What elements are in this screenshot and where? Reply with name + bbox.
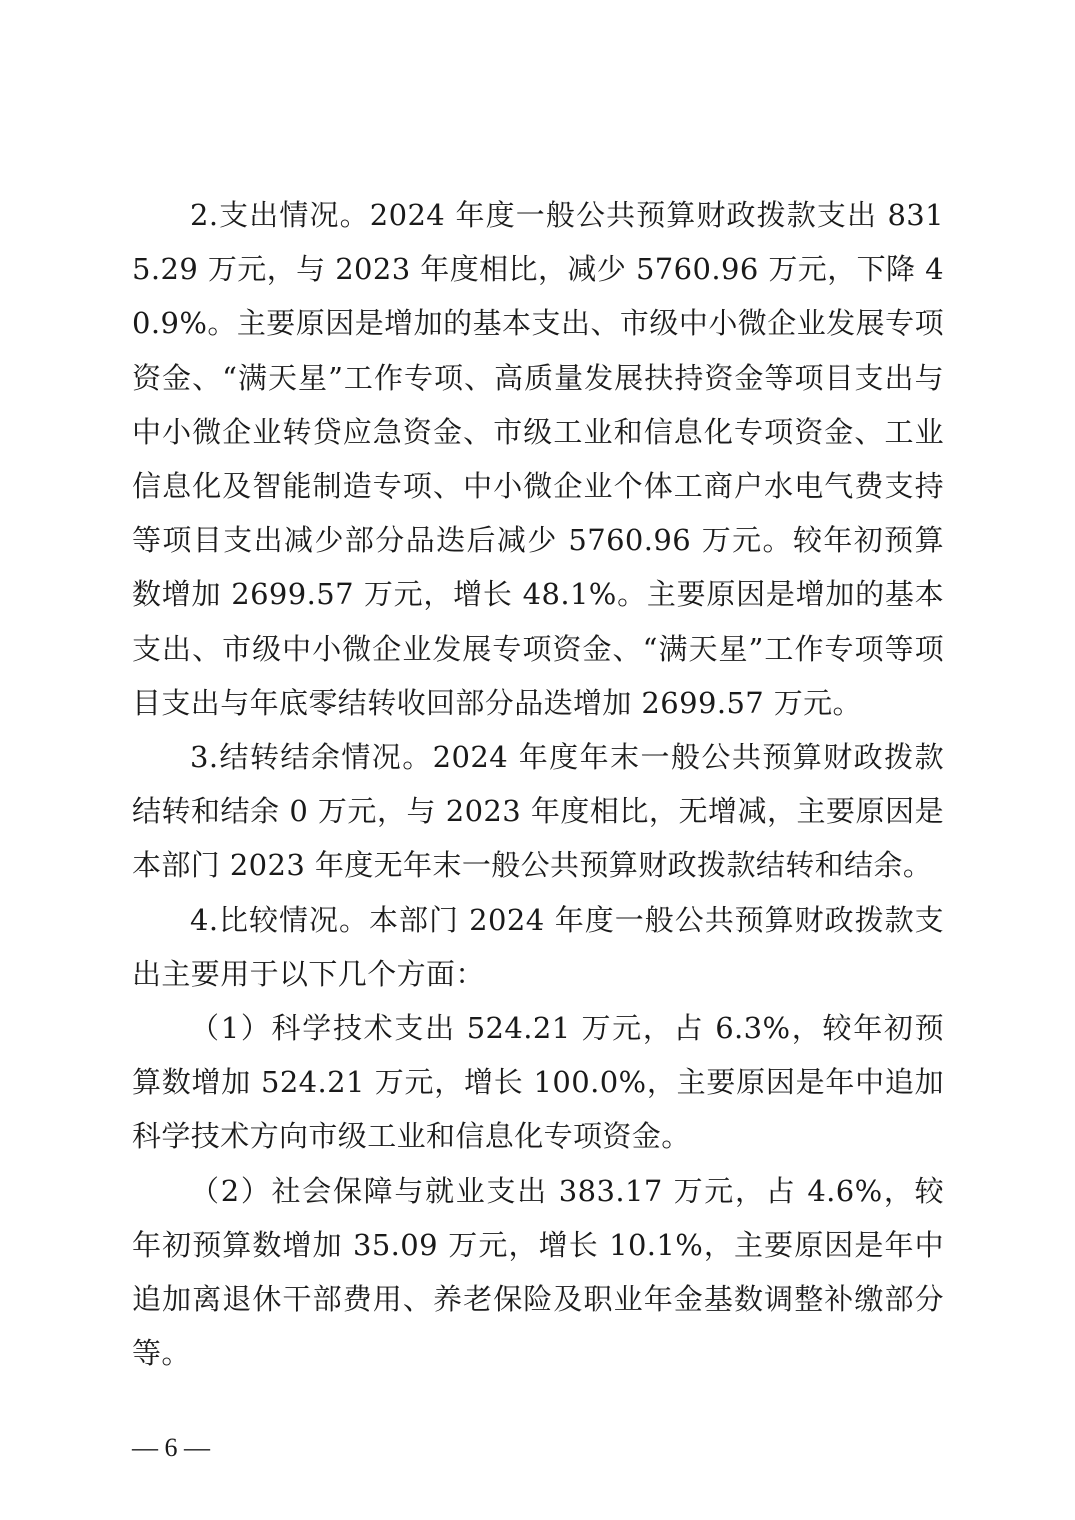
page-number: — 6 — xyxy=(132,1433,210,1462)
paragraph-comparison: 4.比较情况。本部门 2024 年度一般公共预算财政拨款支出主要用于以下几个方面： xyxy=(132,902,944,991)
paragraph-expenditure: 2.支出情况。2024 年度一般公共预算财政拨款支出 8315.29 万元，与 2023 年度相比，减少 5760.96 万元，下降 40.9%。主要原因是增加的基本支出、市级中小微企业发展专项资金、“满天星”工作专项、高质量发展扶持资金等项目支出与中小微企业转贷应急资金、市级工业和信息化专项资金、工业信息化及智能制造专项、中小微企业个体工商户水电气费支持等项目支出减少部分品迭后减少 5760.96 万元。较年初预算数增加 2699.57 万元，增长 48.1%。主要原因是增加的基本支出、市级中小微企业发展专项资金、“满天星”工作专项等项目支出与年底零结转收回部分品迭增加 2699.57 万元。 xyxy=(132,198,944,720)
paragraph-social-security: （2）社会保障与就业支出 383.17 万元，占 4.6%，较年初预算数增加 35.09 万元，增长 10.1%，主要原因是年中追加离退休干部费用、养老保险及职业年金基数调整补缴部分等。 xyxy=(132,1173,944,1371)
paragraph-carryover: 3.结转结余情况。2024 年度年末一般公共预算财政拨款结转和结余 0 万元，与 2023 年度相比，无增减，主要原因是本部门 2023 年度无年末一般公共预算财政拨款结转和结余。 xyxy=(132,740,944,883)
paragraph-science-tech: （1）科学技术支出 524.21 万元，占 6.3%，较年初预算数增加 524.21 万元，增长 100.0%，主要原因是年中追加科学技术方向市级工业和信息化专项资金。 xyxy=(132,1011,944,1154)
document-body xyxy=(132,188,944,1380)
